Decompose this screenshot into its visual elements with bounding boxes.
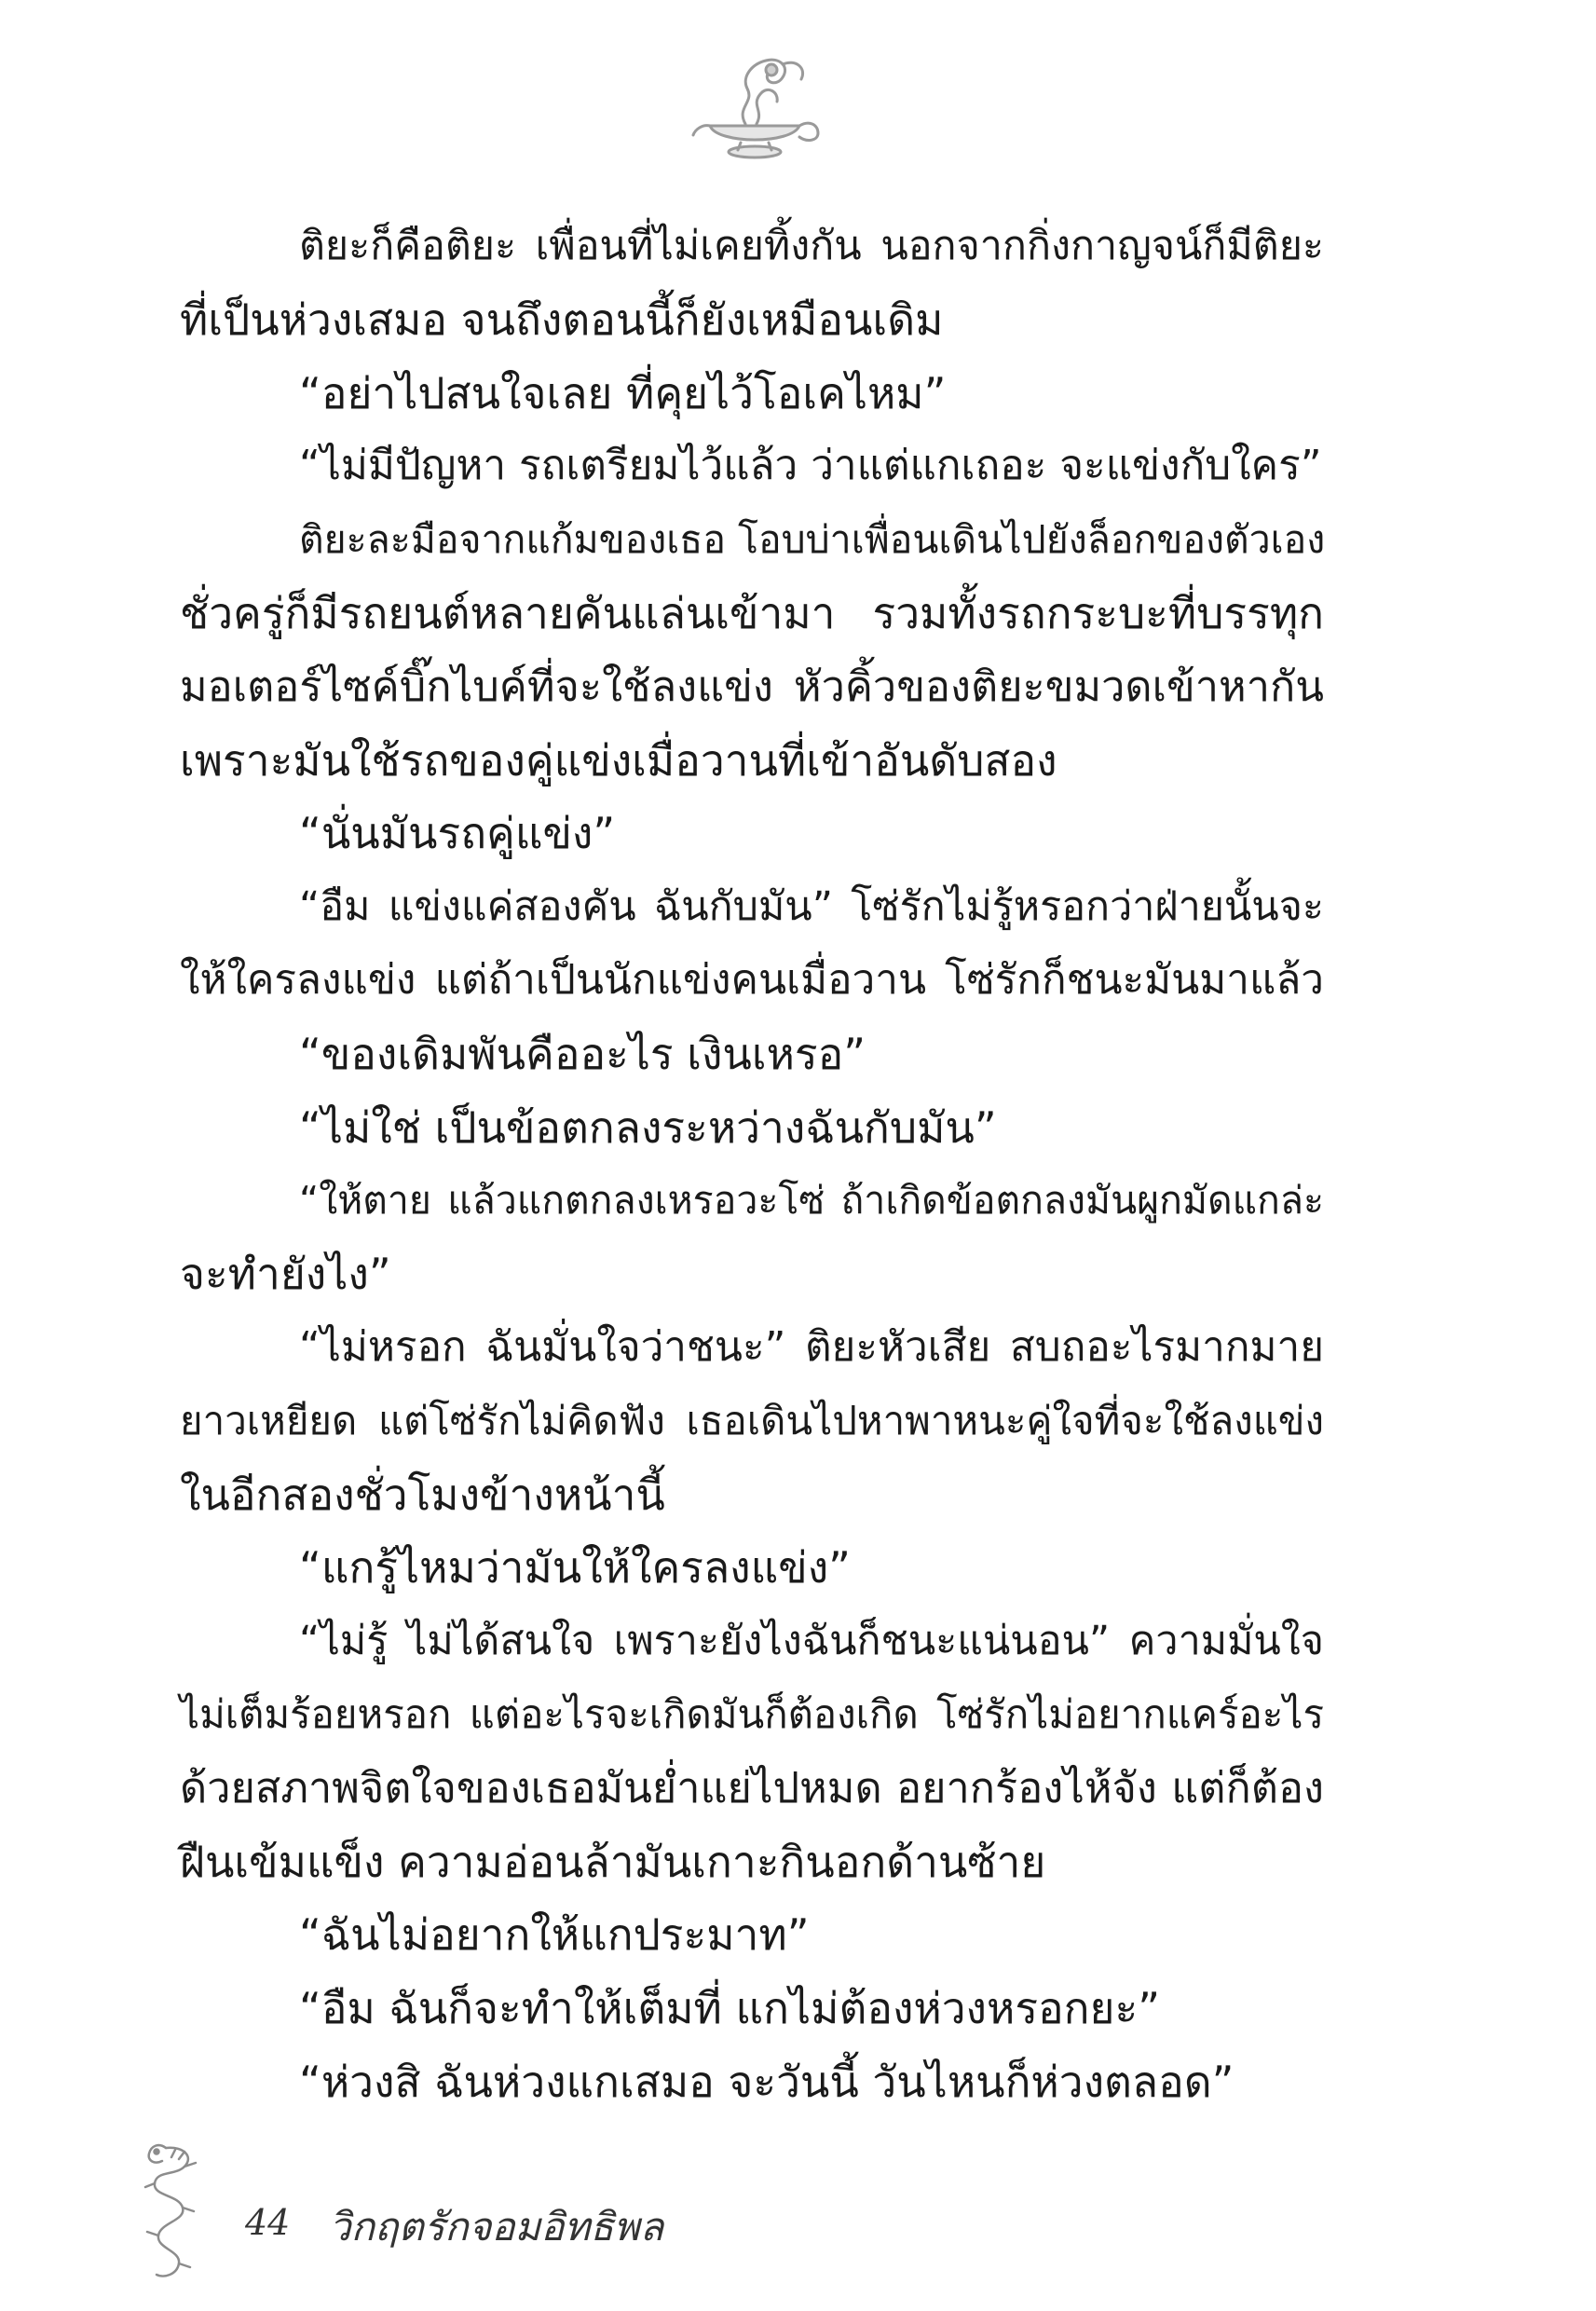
body-text xyxy=(180,210,1324,2119)
text-line: “แกรู้ไหมว่ามันให้ใครลงแข่ง” xyxy=(299,1542,852,1593)
text-line: “ของเดิมพันคืออะไร เงินเหรอ” xyxy=(299,1028,866,1079)
text-line: มอเตอร์ไซค์บิ๊กไบค์ที่จะใช้ลงแข่ง หัวคิ้วของติยะขมวดเข้าหากัน xyxy=(180,661,1324,711)
text-line: “อืม แข่งแค่สองคัน ฉันกับมัน” โซ่รักไม่รู้หรอกว่าฝ่ายนั้นจะ xyxy=(299,883,1324,931)
text-line: ด้วยสภาพจิตใจของเธอมันย่ำแย่ไปหมด อยากร้องไห้จัง แต่ก็ต้อง xyxy=(180,1762,1324,1812)
text-line: “ให้ตาย แล้วแกตกลงเหรอวะโซ่ ถ้าเกิดข้อตกลงมันผูกมัดแกล่ะ xyxy=(299,1178,1324,1224)
text-line: ชั่วครู่ก็มีรถยนต์หลายคันแล่นเข้ามา รวมทั้งรถกระบะที่บรรทุก xyxy=(180,587,1324,638)
text-line: ไม่เต็มร้อยหรอก แต่อะไรจะเกิดมันก็ต้องเกิด โซ่รักไม่อยากแคร์อะไร xyxy=(180,1690,1324,1737)
genie-lamp-icon xyxy=(689,51,829,168)
text-line: “อย่าไปสนใจเลย ที่คุยไว้โอเคไหม” xyxy=(299,367,947,418)
text-line: ติยะก็คือติยะ เพื่อนที่ไม่เคยทิ้งกัน นอกจากกิ่งกาญจน์ก็มีติยะ xyxy=(299,223,1324,269)
book-title: วิกฤตรักจอมอิทธิพล xyxy=(329,2204,664,2249)
text-line: “ห่วงสิ ฉันห่วงแกเสมอ จะวันนี้ วันไหนก็ห่วงตลอด” xyxy=(299,2056,1235,2107)
text-line: ในอีกสองชั่วโมงข้างหน้านี้ xyxy=(180,1469,665,1520)
text-line: “ไม่ใช่ เป็นข้อตกลงระหว่างฉันกับมัน” xyxy=(299,1101,997,1153)
text-line: “ไม่มีปัญหา รถเตรียมไว้แล้ว ว่าแต่แกเถอะ จะแข่งกับใคร” xyxy=(299,442,1322,490)
text-line: จะทำยังไง” xyxy=(180,1249,391,1300)
text-line: “ไม่หรอก ฉันมั่นใจว่าชนะ” ติยะหัวเสีย สบถอะไรมากมาย xyxy=(299,1322,1324,1371)
text-line: ติยะละมือจากแก้มของเธอ โอบบ่าเพื่อนเดินไปยังล็อกของตัวเอง xyxy=(299,517,1326,563)
text-line: ฝืนเข้มแข็ง ความอ่อนล้ามันเกาะกินอกด้านซ้าย xyxy=(180,1836,1046,1887)
page-footer xyxy=(138,2139,790,2288)
dragon-icon xyxy=(138,2139,208,2283)
text-line: ให้ใครลงแข่ง แต่ถ้าเป็นนักแข่งคนเมื่อวาน โซ่รักก็ชนะมันมาแล้ว xyxy=(180,955,1324,1004)
page-number: 44 xyxy=(245,2202,291,2243)
text-line: เพราะมันใช้รถของคู่แข่งเมื่อวานที่เข้าอันดับสอง xyxy=(180,734,1057,786)
text-line: “อืม ฉันก็จะทำให้เต็มที่ แกไม่ต้องห่วงหรอกยะ” xyxy=(299,1983,1161,2034)
text-line: ที่เป็นห่วงเสมอ จนถึงตอนนี้ก็ยังเหมือนเดิม xyxy=(180,294,944,345)
text-line: “นั่นมันรถคู่แข่ง” xyxy=(299,808,616,859)
text-line: ยาวเหยียด แต่โซ่รักไม่คิดฟัง เธอเดินไปหาพาหนะคู่ใจที่จะใช้ลงแข่ง xyxy=(180,1397,1324,1443)
text-line: “ฉันไม่อยากให้แกประมาท” xyxy=(299,1909,810,1961)
text-line: “ไม่รู้ ไม่ได้สนใจ เพราะยังไงฉันก็ชนะแน่นอน” ความมั่นใจ xyxy=(299,1618,1324,1665)
